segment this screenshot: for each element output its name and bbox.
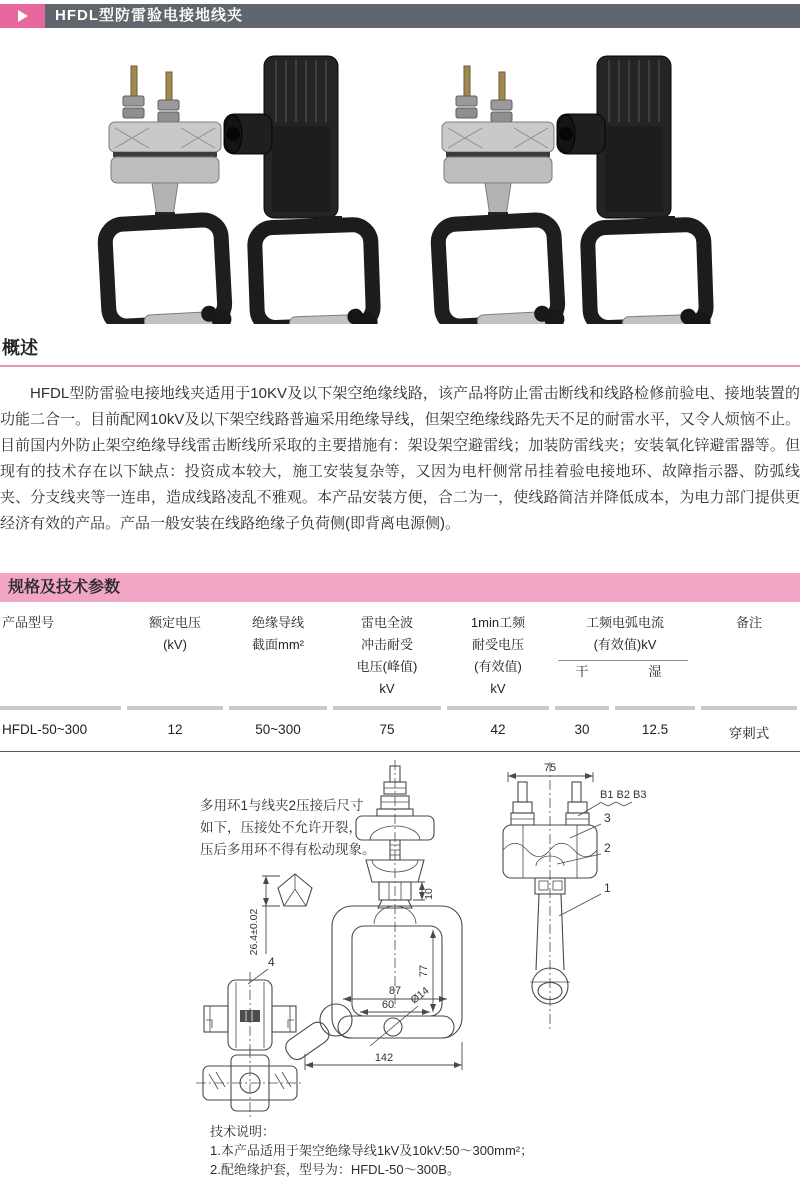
page-title: HFDL型防雷验电接地线夹: [55, 7, 243, 24]
crimping-note: [200, 797, 376, 857]
header-bar: [45, 4, 800, 28]
tech-notes-title: 技术说明：: [210, 1124, 276, 1139]
cell-lightning-impulse: 75: [333, 706, 441, 742]
part1-label: 1: [604, 881, 611, 895]
arc-current-subheaders: [552, 661, 698, 683]
tech-note-item: 2.配绝缘护套，型号为：HFDL-50～300B。: [210, 1162, 460, 1177]
specs-section: [0, 573, 800, 752]
multi-ring-bottom-figure: [196, 1048, 304, 1118]
dim-60: 60: [381, 999, 395, 1011]
dim-75: 75: [543, 762, 557, 774]
cell-conductor-section: 50~300: [229, 706, 327, 742]
page-header: [0, 4, 800, 28]
subcol-dry: 干: [575, 664, 589, 679]
product-photo-clamp-insulated-2: [557, 56, 711, 324]
col-header-rated-voltage: 额定电压 (kV): [148, 615, 201, 652]
product-photo-clamp-bare-1: [104, 66, 232, 324]
cell-model: HFDL-50~300: [0, 706, 121, 742]
multi-ring-side-figure: [204, 955, 296, 1054]
product-photo-clamp-bare-2: [437, 66, 565, 324]
dim-77: 77: [418, 964, 430, 978]
part3-label: 3: [604, 811, 611, 825]
tech-notes: [0, 1122, 800, 1179]
play-icon: [18, 10, 28, 22]
technical-drawings: [0, 758, 800, 1122]
dim-87: 87: [388, 985, 402, 997]
cell-power-freq: 42: [447, 706, 549, 742]
svg-text:如下，压接处不允许开裂，: 如下，压接处不允许开裂，: [200, 820, 362, 835]
bolt-labels: B1 B2 B3: [600, 789, 647, 801]
spec-table-header: [0, 612, 800, 700]
cell-rated-voltage: 12: [127, 706, 223, 742]
subcol-wet: 湿: [648, 664, 662, 679]
cell-arc-wet: 12.5: [615, 706, 695, 742]
cell-arc-dry: 30: [555, 706, 609, 742]
specs-heading-band: 规格及技术参数: [0, 573, 800, 602]
pink-divider: [0, 365, 800, 367]
col-header-power-freq-withstand: 1min工频 耐受电压 (有效值) kV: [470, 615, 526, 696]
cell-remarks: 穿刺式: [701, 706, 797, 742]
part2-label: 2: [604, 841, 611, 855]
overview-heading: 概述: [2, 338, 38, 358]
ring-cross-section-figure: [248, 874, 312, 955]
tech-note-item: 1.本产品适用于架空绝缘导线1kV及10kV:50～300mm²；: [210, 1143, 534, 1158]
col-header-model: 产品型号: [2, 615, 55, 630]
dim-hole: Ø14: [408, 984, 432, 1007]
dim-ring-section: 26.4±0.02: [248, 908, 260, 956]
col-header-remarks: 备注: [735, 615, 762, 630]
dim-teeth: 10: [423, 888, 435, 900]
col-header-lightning-impulse: 雷电全波 冲击耐受 电压(峰值) kV: [356, 615, 418, 696]
spec-table-row: [0, 706, 800, 752]
col-header-conductor-section: 绝缘导线 截面mm²: [251, 615, 304, 652]
part4-label: 4: [268, 955, 275, 969]
overview-paragraph: HFDL型防雷验电接地线夹适用于10KV及以下架空绝缘线路，该产品将防止雷击断线和线路检修前验电、接地装置的功能二合一。目前配网10kV及以下架空线路普遍采用绝缘导线，但架空绝缘线路先天不足的耐雷水平，又令人烦恼不止。目前国内外防止架空绝缘导线雷击断线所采取的主要措施有：架设架空避雷线；加装防雷线夹；安装氧化锌避雷器等。但现有的技术存在以下缺点：投资成本较大，施工安装复杂等，又因为电杆侧常吊挂着验电接地环、故障指示器、防弧线夹、分支线夹等一连串，造成线路凌乱不雅观。本产品安装方便，合二为一，使线路简洁并降低成本，为电力部门提供更经济有效的产品。产品一般安装在线路绝缘子负荷侧(即背离电源侧)。: [0, 385, 800, 532]
header-accent-block: [0, 4, 45, 28]
page: [0, 4, 800, 1179]
product-photos: [0, 44, 800, 324]
overview-section: [0, 334, 800, 537]
svg-text:压后多用环不得有松动现象。: 压后多用环不得有松动现象。: [200, 842, 376, 857]
svg-text:多用环1与线夹2压接后尺寸: 多用环1与线夹2压接后尺寸: [200, 798, 364, 813]
dim-142: 142: [374, 1052, 394, 1064]
side-clamp-figure: [503, 762, 646, 1030]
product-photo-clamp-insulated-1: [224, 56, 378, 324]
col-header-arc-current-group: 工频电弧电流 (有效值)kV 干 湿: [552, 612, 698, 700]
